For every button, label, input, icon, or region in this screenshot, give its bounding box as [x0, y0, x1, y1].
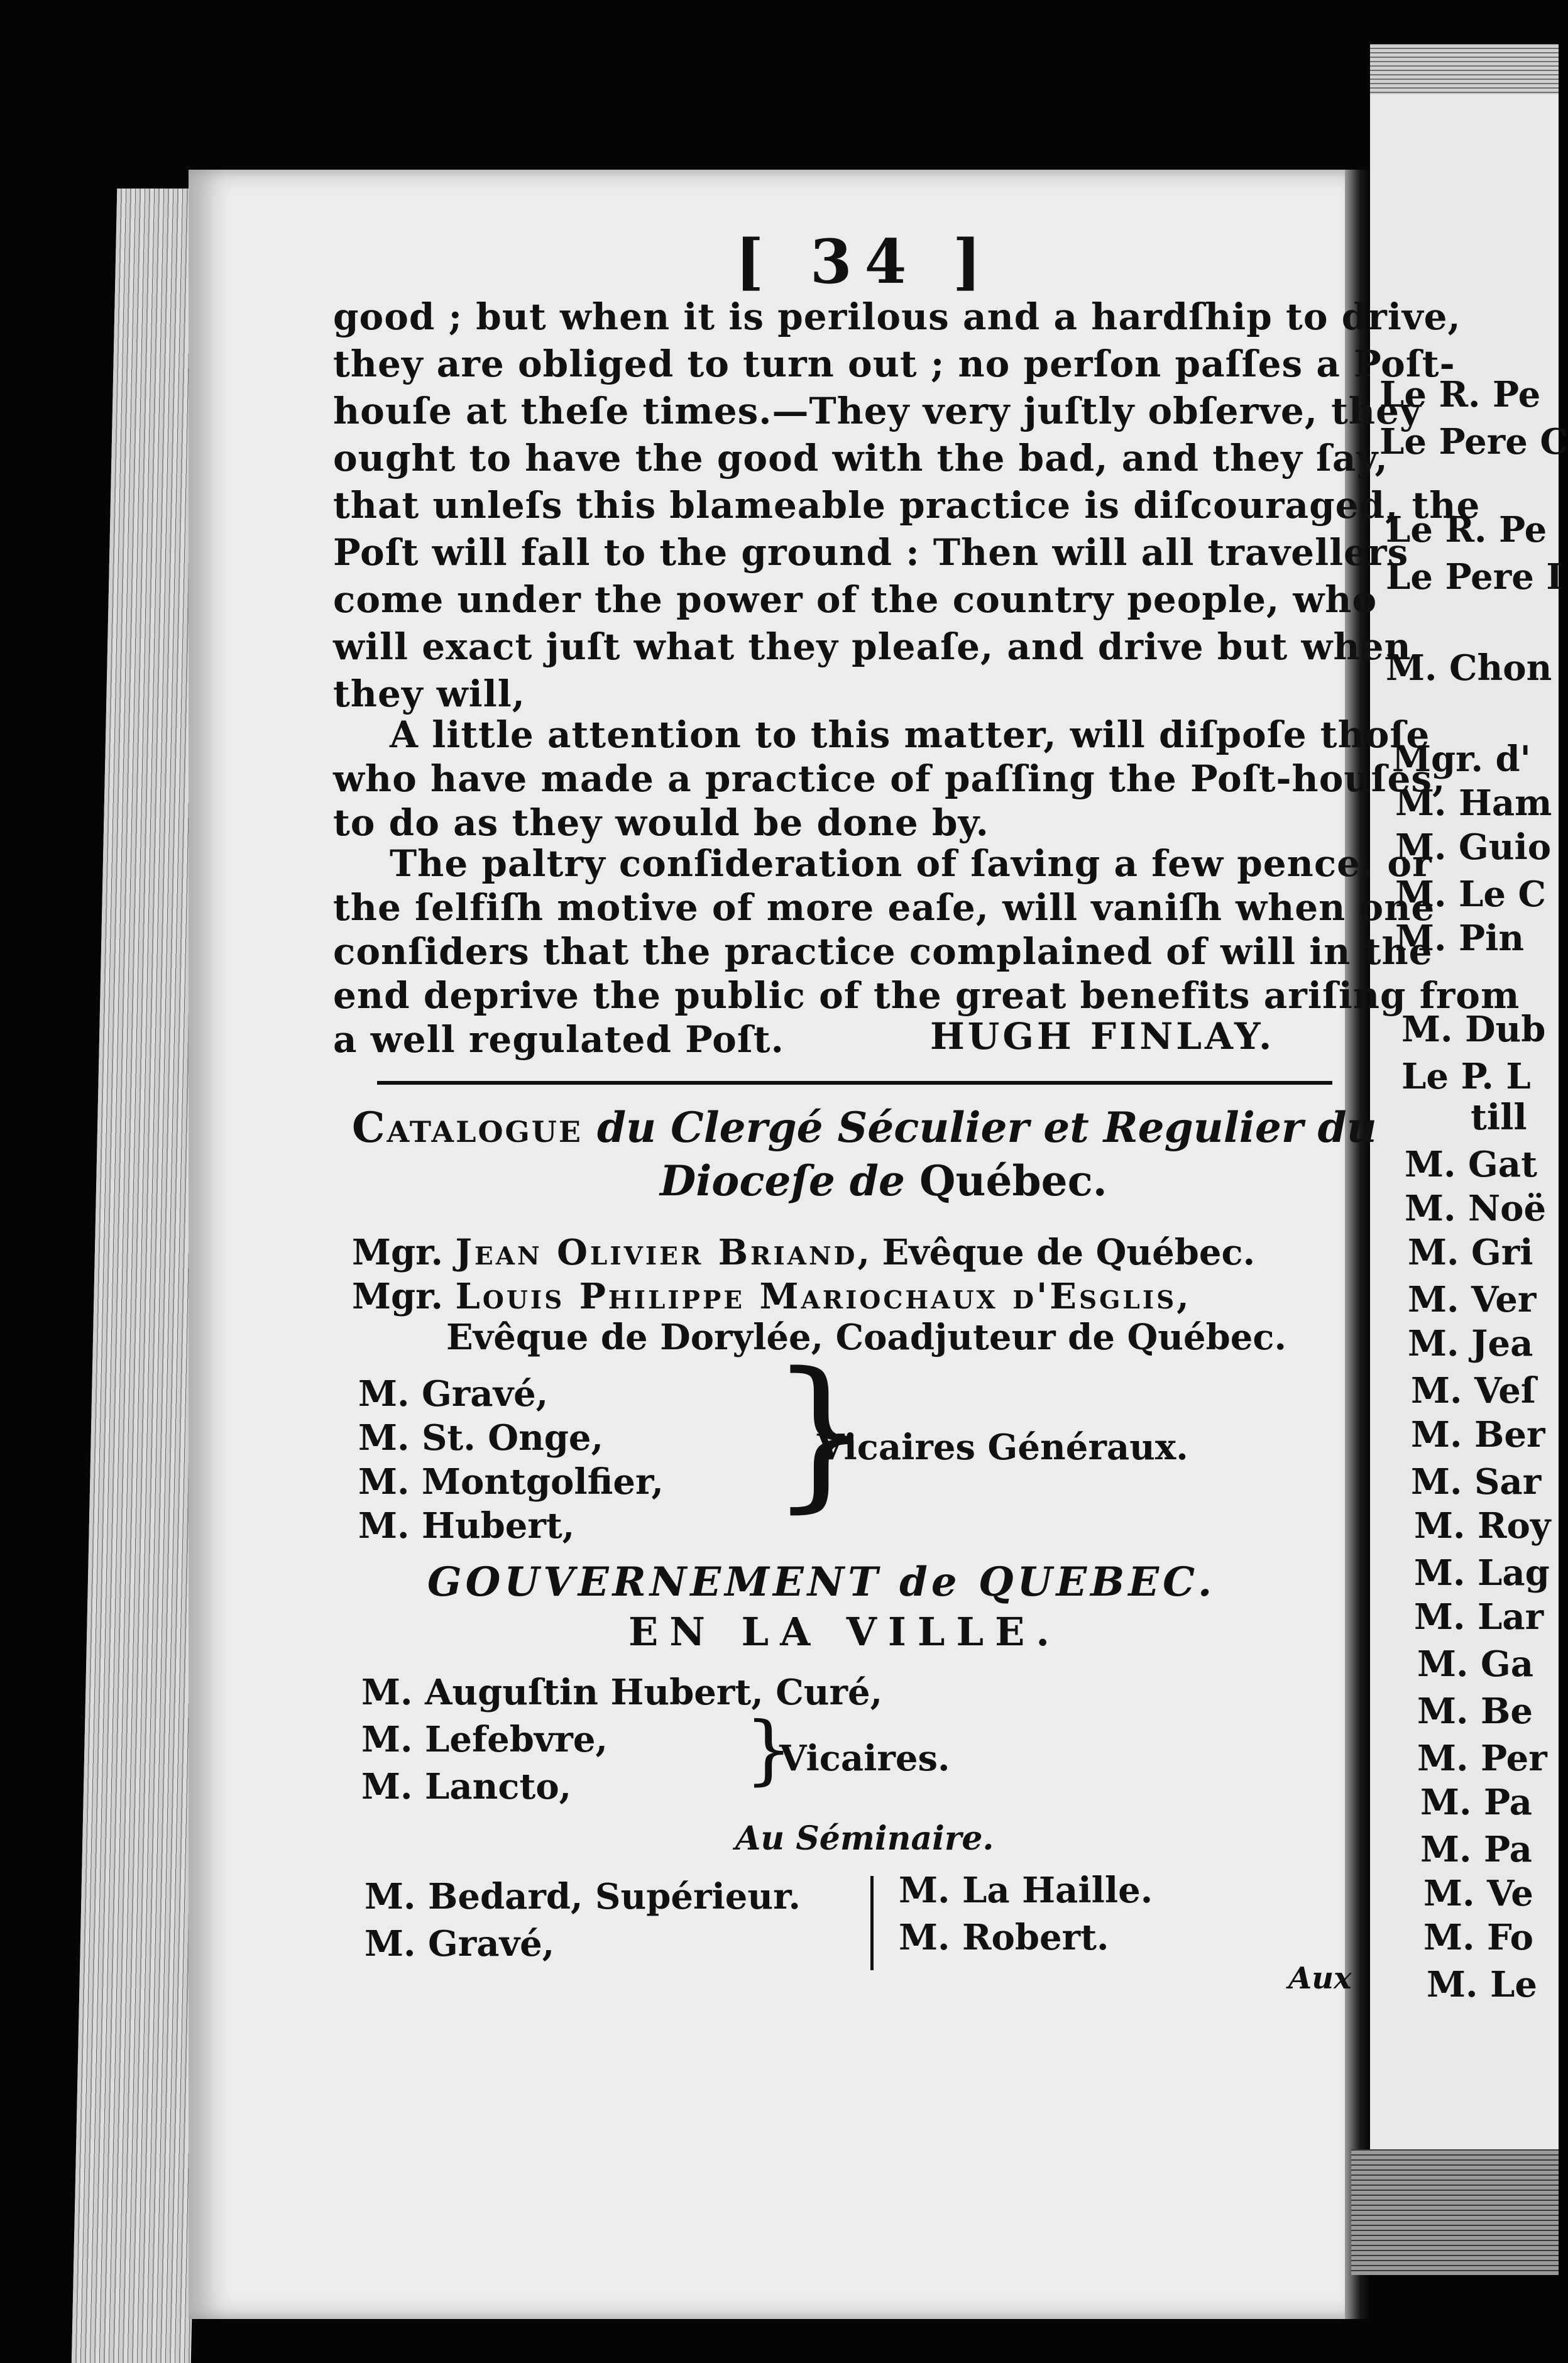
- seminaire-member: M. Robert.: [899, 1917, 1109, 1958]
- body-line: Poſt will fall to the ground : Then will all travellers: [333, 531, 1409, 574]
- body-line: will exact juſt what they pleaſe, and drive but when: [333, 625, 1412, 668]
- facing-line: M. Ham: [1395, 782, 1552, 824]
- signature: HUGH FINLAY.: [930, 1015, 1275, 1058]
- facing-line: M. Lar: [1414, 1596, 1544, 1638]
- facing-line: M. Sar: [1411, 1461, 1542, 1503]
- facing-line: M. Fo: [1423, 1917, 1534, 1958]
- vicaires-label: Vicaires.: [779, 1738, 950, 1779]
- bishop-title: ,: [1176, 1276, 1189, 1317]
- facing-line: M. Ver: [1408, 1279, 1537, 1320]
- facing-line: M. Lag: [1414, 1552, 1550, 1594]
- vicaires-generaux-brace: }: [770, 1338, 874, 1528]
- page-number: [ 34 ]: [735, 226, 994, 297]
- facing-line: M. Pa: [1420, 1829, 1532, 1870]
- gouvernement-heading: GOUVERNEMENT de QUEBEC.: [427, 1559, 1216, 1606]
- ville-heading: EN LA VILLE.: [628, 1609, 1061, 1655]
- facing-line: M. Be: [1417, 1691, 1533, 1732]
- facing-line: Le P. L: [1401, 1056, 1531, 1097]
- vicaire-general: M. Montgolfier,: [358, 1461, 664, 1503]
- bishop-prefix: Mgr.: [352, 1276, 444, 1317]
- catalogue-subtitle: [660, 1156, 1107, 1205]
- bottom-page-edges: [1351, 2149, 1559, 2275]
- catalogue-title-caps: Catalogue: [352, 1103, 583, 1152]
- body-line: The paltry conſideration of ſaving a few pence, or: [390, 842, 1432, 885]
- facing-line: M. Guio: [1395, 826, 1552, 868]
- facing-line: M. Jea: [1408, 1323, 1533, 1364]
- body-line: come under the power of the country people, who: [333, 578, 1378, 621]
- vicaire-line: M. Lancto,: [361, 1766, 572, 1807]
- facing-line: M. Noë: [1405, 1188, 1547, 1229]
- facing-line: Le Pere C: [1379, 421, 1568, 463]
- body-line: to do as they would be done by.: [333, 801, 989, 844]
- facing-line: M. Dub: [1401, 1009, 1546, 1050]
- catalogue-subtitle-b: Québec.: [919, 1156, 1107, 1205]
- facing-line: Mgr. d': [1392, 738, 1531, 780]
- facing-line: M. Chon: [1386, 647, 1552, 689]
- facing-line: M. Per: [1417, 1738, 1547, 1779]
- facing-line: M. Roy: [1414, 1505, 1551, 1547]
- vicaires-generaux-label: Vicaires Généraux.: [817, 1427, 1188, 1468]
- column-separator: [870, 1876, 874, 1970]
- body-line: houſe at theſe times.—They very juſtly obſerve, they: [333, 390, 1422, 432]
- body-line: they are obliged to turn out ; no perſon paſſes a Poſt-: [333, 343, 1456, 385]
- facing-line: Le R. Pe: [1379, 374, 1541, 415]
- body-line: they will,: [333, 672, 525, 715]
- catalogue-title-rest: du Clergé Séculier et Regulier du: [596, 1103, 1377, 1152]
- facing-line: M. Le: [1427, 1964, 1537, 2005]
- catalogue-title: [352, 1103, 1377, 1152]
- coadjutor-line: Evêque de Dorylée, Coadjuteur de Québec.: [446, 1317, 1286, 1358]
- body-line: ought to have the good with the bad, and they ſay,: [333, 437, 1388, 480]
- facing-line: M. Ga: [1417, 1643, 1534, 1685]
- body-line: good ; but when it is perilous and a hardſhip to drive,: [333, 295, 1461, 338]
- facing-line: M. Gat: [1405, 1144, 1537, 1185]
- seminaire-heading: Au Séminaire.: [735, 1819, 994, 1858]
- catalogue-subtitle-a: Dioceſe de: [660, 1156, 906, 1205]
- vicaires-brace: }: [745, 1706, 793, 1794]
- body-line: the ſelfiſh motive of more eaſe, will vaniſh when one: [333, 886, 1435, 929]
- catchword: Aux: [1288, 1961, 1352, 1996]
- seminaire-member: M. Gravé,: [365, 1923, 555, 1965]
- vicaire-line: M. Lefebvre,: [361, 1719, 608, 1760]
- body-line: who have made a practice of paſſing the Poſt-houſes,: [333, 757, 1446, 800]
- facing-line: M. Pin: [1395, 918, 1525, 959]
- vicaire-general: M. Hubert,: [358, 1505, 575, 1547]
- facing-line: Le Pere I: [1386, 556, 1563, 598]
- facing-line: till: [1471, 1097, 1527, 1138]
- body-line: A little attention to this matter, will diſpoſe thoſe: [390, 713, 1430, 756]
- facing-page-top-edges: [1370, 44, 1559, 101]
- seminaire-member: M. Bedard, Supérieur.: [365, 1876, 801, 1917]
- facing-line: M. Ber: [1411, 1414, 1545, 1456]
- bishop-line: [352, 1276, 1189, 1317]
- bishop-title: , Evêque de Québec.: [857, 1232, 1256, 1273]
- body-line: conſiders that the practice complained of will in the: [333, 930, 1433, 973]
- section-rule: [377, 1081, 1332, 1085]
- facing-line: M. Veſ: [1411, 1370, 1537, 1412]
- seminaire-member: M. La Haille.: [899, 1870, 1153, 1911]
- body-line: end deprive the public of the great benefits ariſing from: [333, 974, 1520, 1017]
- bishop-line: [352, 1232, 1255, 1273]
- facing-line: M. Le C: [1395, 874, 1547, 915]
- cure-line: M. Auguſtin Hubert, Curé,: [361, 1672, 883, 1713]
- facing-line: Le R. Pe: [1386, 509, 1547, 551]
- body-line: a well regulated Poſt.: [333, 1018, 784, 1061]
- facing-line: M. Pa: [1420, 1782, 1532, 1823]
- facing-line: M. Ve: [1423, 1873, 1533, 1914]
- bishop-name: Louis Philippe Mariochaux d'Esglis: [455, 1276, 1177, 1317]
- vicaire-general: M. St. Onge,: [358, 1417, 604, 1459]
- bishop-name: Jean Olivier Briand: [455, 1232, 858, 1273]
- body-line: that unleſs this blameable practice is diſcouraged, the: [333, 484, 1481, 527]
- vicaire-general: M. Gravé,: [358, 1373, 549, 1415]
- facing-line: M. Gri: [1408, 1232, 1533, 1273]
- bishop-prefix: Mgr.: [352, 1232, 444, 1273]
